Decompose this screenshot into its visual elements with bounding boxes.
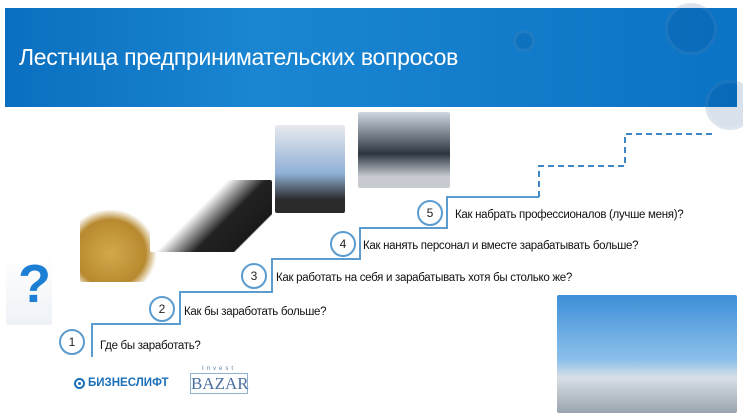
page-title: Лестница предпринимательских вопросов — [19, 44, 458, 70]
step-number-2: 2 — [149, 296, 175, 322]
step-question-2: Как бы заработать больше? — [184, 306, 327, 318]
businessman-laptop-image — [358, 112, 450, 188]
step-number-3: 3 — [241, 263, 267, 289]
bizneslift-logo-icon — [74, 378, 85, 389]
coins-image — [80, 210, 156, 282]
question-mark-image — [6, 255, 52, 325]
invest-bazar-logo-big: BAZAR — [191, 374, 249, 393]
bizneslift-logo — [74, 377, 168, 389]
clock-hands-image — [150, 180, 272, 252]
invest-bazar-logo — [190, 366, 248, 394]
man-climbing-stairs-image — [557, 295, 737, 413]
busy-man-image — [275, 125, 345, 213]
question-mark-icon: ? — [18, 254, 51, 314]
step-question-3: Как работать на себя и зарабатывать хотя бы столько же? — [276, 272, 572, 284]
step-number-5: 5 — [417, 200, 443, 226]
step-question-1: Где бы заработать? — [100, 340, 201, 352]
step-number-1: 1 — [59, 329, 85, 355]
step-question-5: Как набрать профессионалов (лучше меня)? — [455, 209, 684, 221]
staircase-dashed — [539, 134, 712, 197]
step-question-4: Как нанять персонал и вместе зарабатывать больше? — [363, 240, 639, 252]
bizneslift-logo-text: БИЗНЕСЛИФТ — [88, 377, 169, 389]
invest-bazar-logo-small: Invest — [201, 366, 236, 372]
step-number-4: 4 — [330, 231, 356, 257]
